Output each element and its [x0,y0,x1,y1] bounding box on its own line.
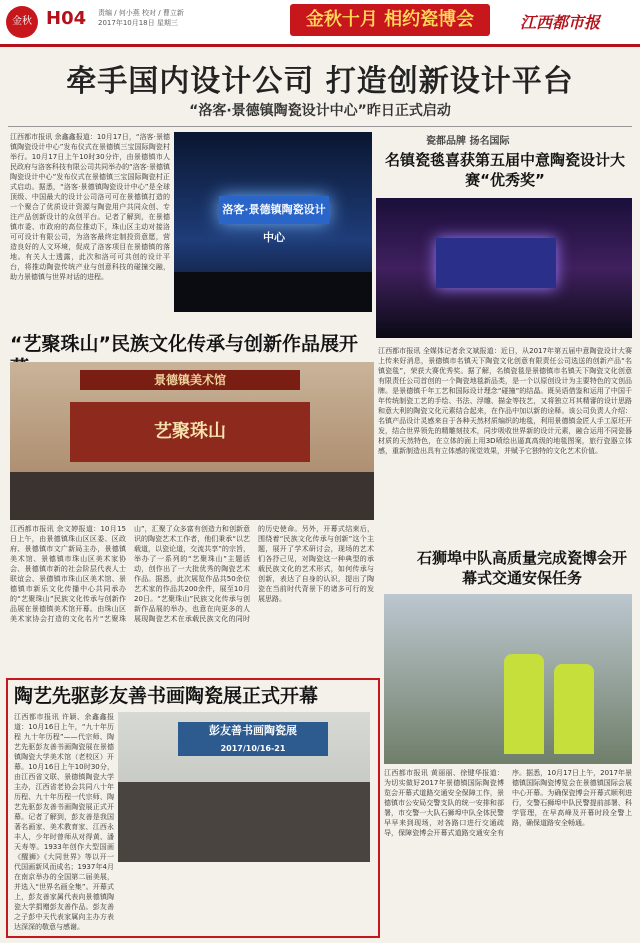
lead-headline: 牵手国内设计公司 打造创新设计平台 [66,64,574,99]
header-meta [98,8,184,28]
logo-text: 金秋 [12,16,32,27]
award-article [376,132,632,344]
traffic-headline: 石狮埠中队高质量完成瓷博会开幕式交通安保任务 [416,549,627,587]
exhibit-backdrop: 艺聚珠山 [70,402,310,462]
charity-backdrop-date: 2017/10/16-21 [220,744,286,753]
award-body: 江西都市报讯 全媒体记者余文斌报道：近日，从2017年第五届中意陶瓷设计大赛上传来好消息，景德镇市名镇天下陶瓷文化创意有限责任公司选送的创新产品“名镇瓷毯”，荣获大赛优秀奖。据了解，名镇瓷毯是景德镇市名镇天下陶瓷文化创意有限责任公司首创的一个陶瓷地毯新品类，是一个以原创设计为主要特色的文创品牌。是景德镇千年工艺和国际设计理念“碰撞”的结晶。既吴语借鉴和运用了中国千年传统制瓷工艺的手绘、书法、浮雕、描金等技艺，又将独立耳其精審的设计思路和意大利的陶瓷文化元素结合起来，在作品中加以新的诠释。该公司负责人介绍：名镇产品设计灵感来自于各种天然材质编织的地毯，利用景德镇金匠人手工原坯开发，结合世界领先的精雕刻技术，同步吸收世界新的设计元素，融合运用不同瓷器材质的天然特色，在立体的面上用3D喷绘出逼真高级的地毯图案，旅行瓷器立体感，重新制造出具有立体感的视觉效果，并赋予它独特的文化艺术价值。 [378,347,632,455]
event-logo [6,6,38,38]
officer-vest [504,654,544,754]
charity-body: 江西都市报讯 许颖、余鑫鑫报道：10月16日上午，“九十年历程 九十年历程”——代宗师、陶艺先驱彭友善书画陶瓷展在景德镇陶瓷大学美术馆（老校区）开幕。10月16日上午10时30分，由江西省文联、景德镇陶瓷大学主办，江西省老协会共同八十年历程、九十年历程一代宗师、陶艺先驱彭友善书画陶瓷展正式开幕。记者了解到，彭友善是我国著名画家、美术教育家、江西永丰人，少年时曾师从对得黄、潘天寿等。1933年创作大型国画《醒狮》《大同世界》等以开一代国画新风而成名；1937年4月在南京举办的全国第二届美展，并选入“世界名画全集”。开幕式上，彭友善家属代表向景德镇陶瓷大学捐赠彭友善作品。彭友善之子彭中天代表家属向主办方表达深深的敬意与感谢。 [14,713,114,930]
date-line: 2017年10月18日 星期三 [98,19,178,27]
audience-silhouette [174,272,372,312]
exhibit-body: 江西都市报讯 余文婷报道：10月15日上午，由景德镇珠山区区委、区政府、景德镇市文广新局主办，景德镇美术馆、景德镇市珠山区美术家协会、景德镇市新的社会阶层代表人士联谊会、景德镇市珠山区美术馆、景德镇市新乐文化传播中心共同承办的“艺聚珠山”民族文化传承与创新作品展在景德镇美术馆开幕。由珠山区美术家协会打造的文化名片“艺聚珠山”，汇聚了众多富有创造力和创新意识的陶瓷艺术工作者，他们秉承“以艺载道，以瓷论道，交流共享”的宗旨，举办了一系列的“艺聚珠山”主题活动，创作出了一大批优秀的陶瓷艺术作品。据悉，此次展览作品共50余位艺术家的作品共200余件，展至10月20日。“艺聚珠山”民族文化传承与创新作品展的举办，也意在向更多的人展现陶瓷艺术在承载民族文化的同时的历史使命。另外，开幕式结束后，围绕着“民族文化传承与创新”这个主题，展开了学术研讨会，现场的艺术们各抒己见，对陶瓷这一种典型的承载民族文化的艺术形式，如何传承与创新，表达了自身的认识，提出了陶瓷在当前时代背景下的诸多可行的发展思路。 [10,525,374,623]
charity-backdrop [178,722,328,756]
guests-silhouette [118,782,370,862]
award-stage-screen [436,238,556,288]
award-kicker: 瓷都品牌 扬名国际 [426,136,510,147]
lead-subheadline: “洛客·景德镇陶瓷设计中心”昨日正式启动 [189,103,451,119]
charity-photo [118,712,370,862]
newspaper-name: 江西都市报 [520,13,601,32]
lead-body: 江西都市报讯 余鑫鑫报道：10月17日，“洛客·景德镇陶瓷设计中心”发布仪式在景德镇三宝国际陶瓷村举行。10月17日上午10时30分许，由景德镇市人民政府与洛客科技有限公司共同举办的“洛客·景德镇陶瓷设计中心”发布仪式在景德镇三宝国际陶瓷村正式启动。据悉，“洛客·景德镇陶瓷设计中心”是全球顶级、中国最大的设计公司洛可可在景德镇打造的一个聚合了优质设计资源与陶瓷用户共同众创、专注产品创新设计的众创平台。记者了解到，在景德镇市委、市政府的高位推动下，珠山区主动对接洛可可设计有限公司，为洛客最终定制投资意愿，营造良好的人文环境，促成了洛客项目在景德镇的落地。有关人士透露，此次和洛可可共创的设计平台，将推动陶瓷传统产业与创意科技的碰撞交融，助力景德镇与世界对话的进程。 [10,133,170,281]
crowd-silhouette [10,472,374,520]
charity-headline: 陶艺先驱彭友善书画陶瓷展正式开幕 [14,685,319,707]
officer-vest [554,664,594,754]
exhibit-photo [10,362,374,520]
exhibit-headline: “艺聚珠山”民族文化传承与创新作品展开 [10,333,358,355]
museum-sign: 景德镇美术馆 [80,370,300,390]
divider [8,126,632,127]
page-number: H04 [46,8,87,29]
award-headline: 名镇瓷毯喜获第五届中意陶瓷设计大赛“优秀奖” [384,151,625,189]
charity-backdrop-title: 彭友善书画陶瓷展 [209,724,297,737]
section-banner: 金秋十月 相约瓷博会 [290,4,490,36]
lead-photo [174,132,372,312]
traffic-photo [384,594,632,764]
stage-screen: 洛客·景德镇陶瓷设计中心 [219,196,329,224]
traffic-body: 江西都市报讯 黄丽丽、徐键华报道：为切实做好2017年景德镇国际陶瓷博览会开幕式道路交通安全保障工作，景德镇市公安局交警支队的统一安排和部署，市交警一大队石狮埠中队全体民警早早来到现场，对各路口进行交通疏导，保障瓷博会开幕式道路交通安全有序。据悉，10月17日上午，2017年景德镇国际陶瓷博览会在景德镇国际会展中心开幕。为确保瓷博会开幕式顺利进行，交警石狮埠中队民警提前部署、科学管理，在早高峰及开幕时段全警上路，确保道路安全畅通。 [384,769,632,837]
award-photo [376,198,632,338]
editor-line: 责编 / 何小燕 校对 / 曹立新 [98,9,184,17]
